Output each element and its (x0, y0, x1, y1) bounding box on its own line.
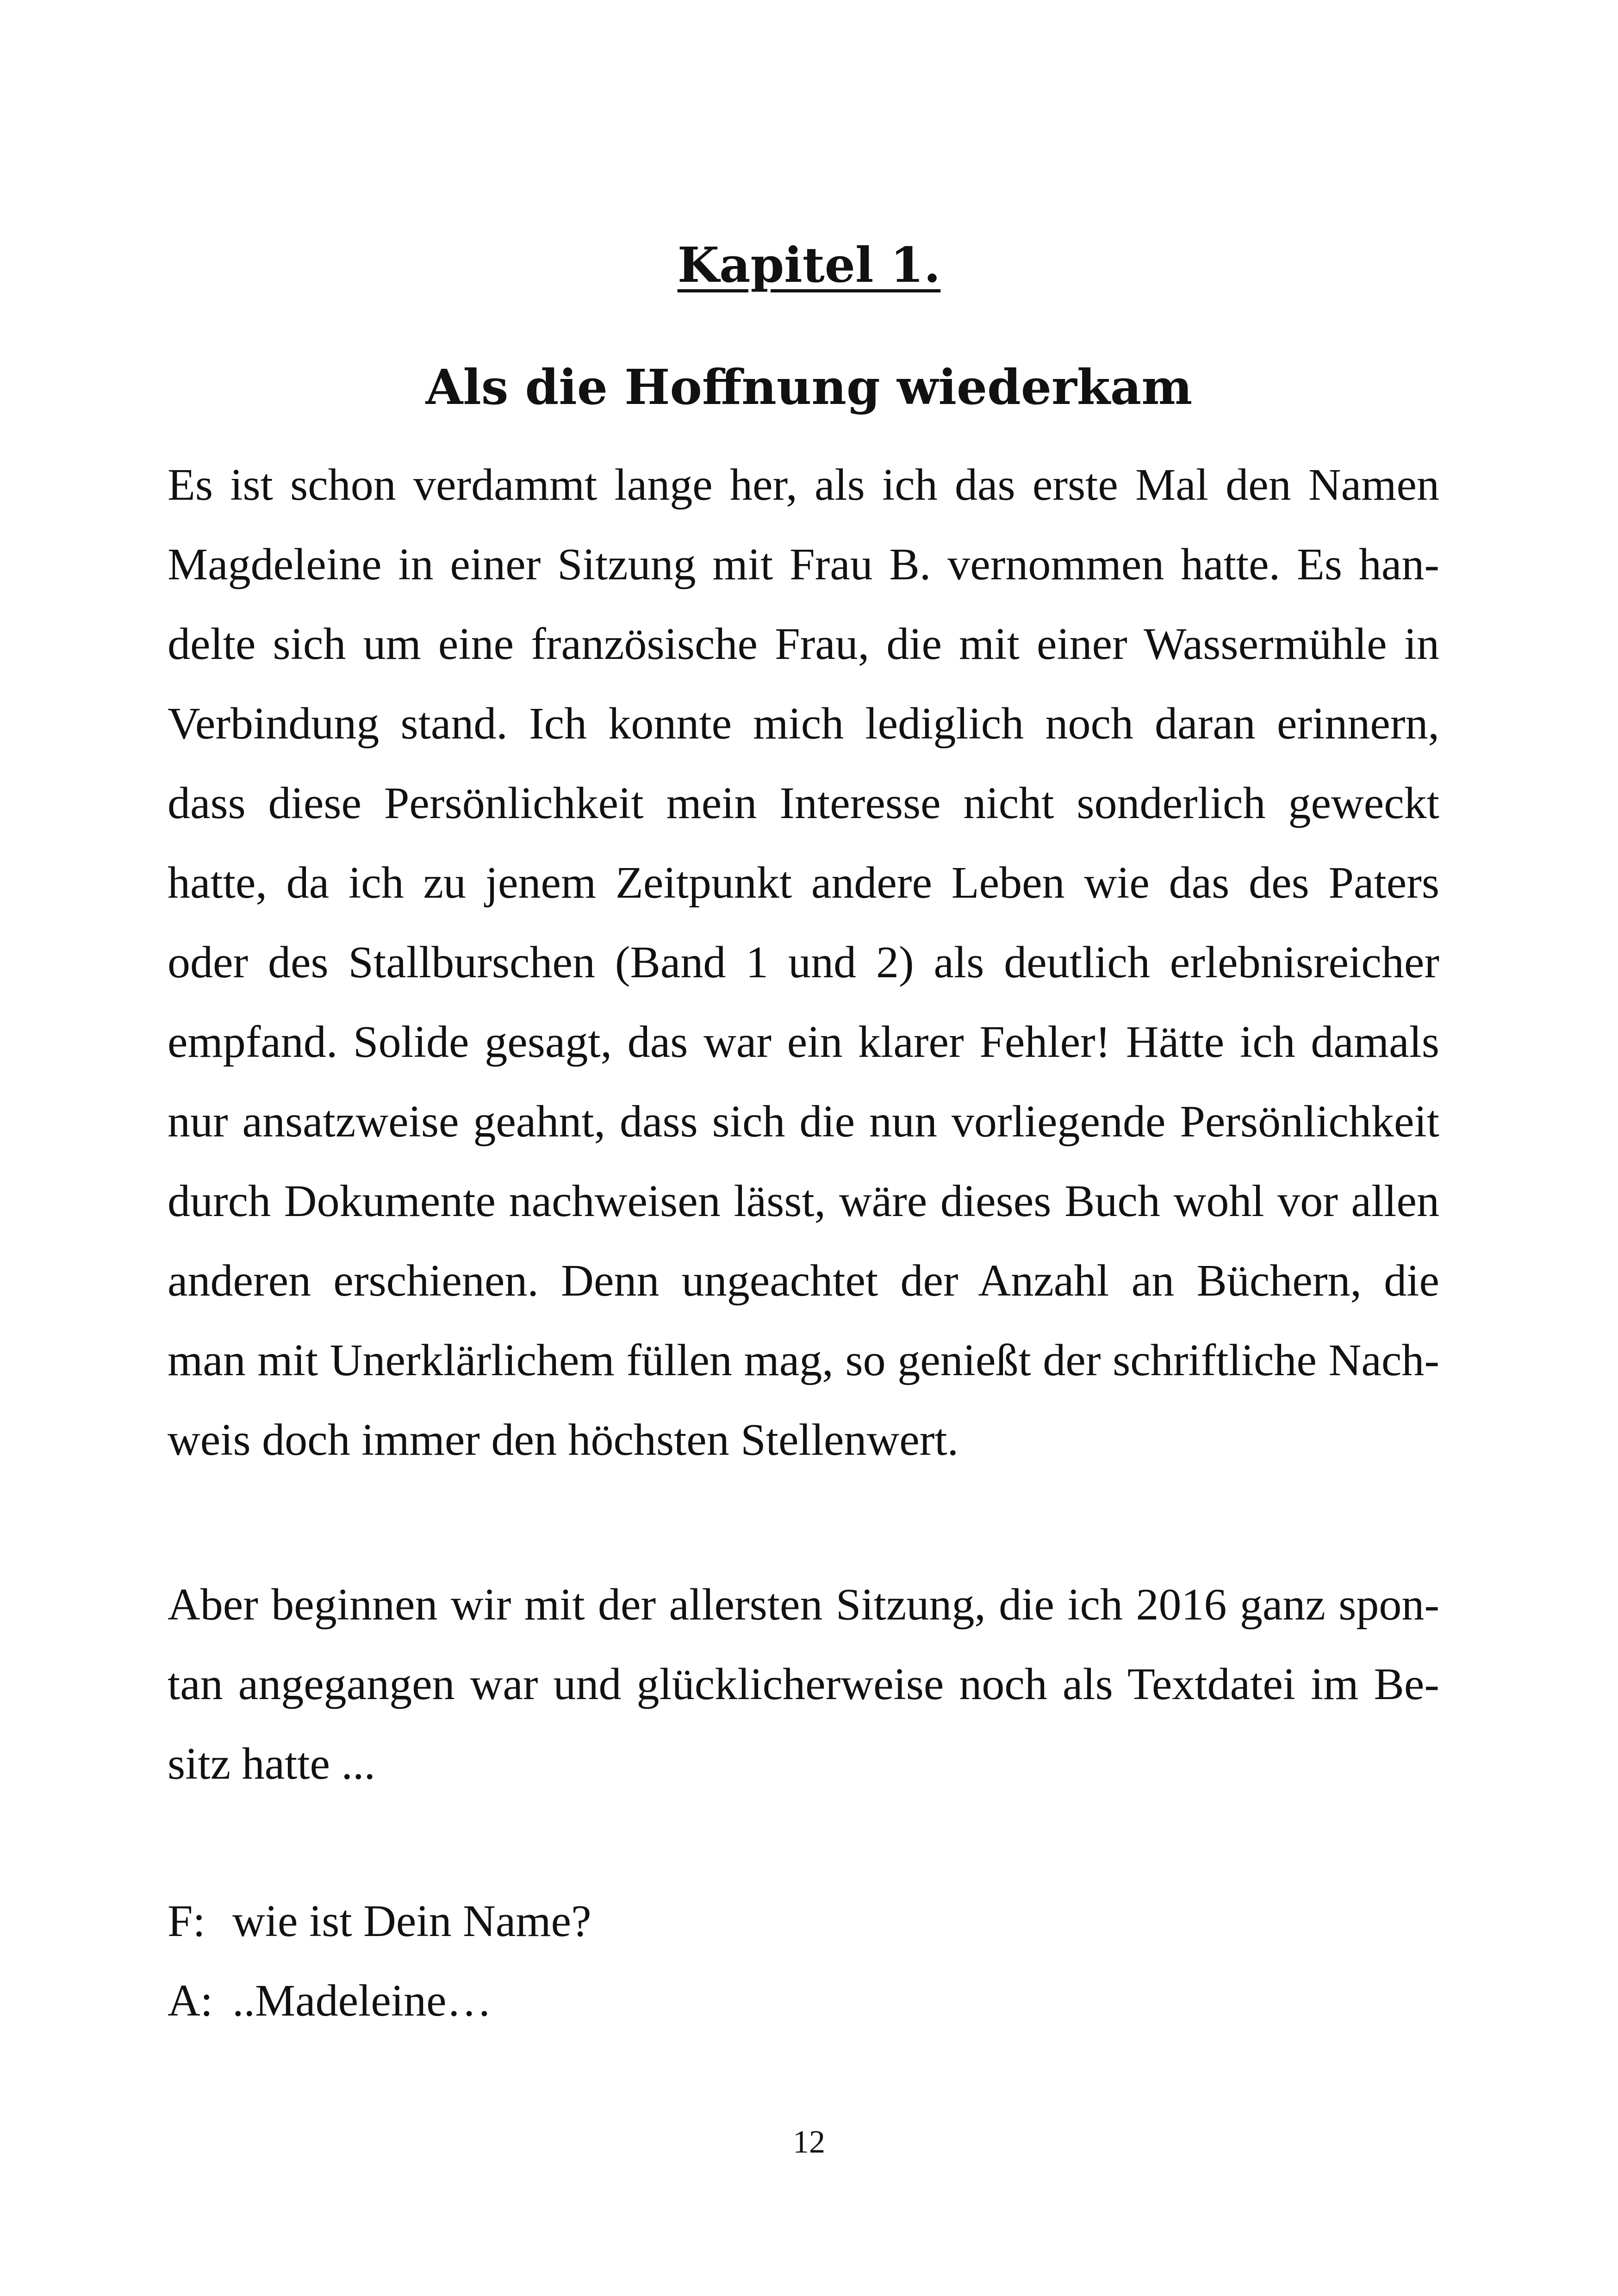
dialogue-speaker: F: (168, 1896, 205, 1946)
text-line: durch Dokumente nachweisen lässt, wäre dieses Buch wohl vor allen (168, 1176, 1439, 1226)
text-line: Verbindung stand. Ich konnte mich lediglich noch daran erinnern, (168, 699, 1439, 749)
text-line: tan angegangen war und glücklicherweise noch als Textdatei im Be- (168, 1659, 1439, 1709)
body-paragraph-1 (168, 445, 1439, 1480)
dialogue-speaker: A: (168, 1976, 213, 2026)
text-line: Magdeleine in einer Sitzung mit Frau B. vernommen hatte. Es han- (168, 540, 1439, 590)
dialogue-text: ..Madeleine… (232, 1976, 492, 2026)
text-line: Es ist schon verdammt lange her, als ich das erste Mal den Namen (168, 460, 1439, 510)
text-line: sitz hatte ... (168, 1739, 376, 1789)
dialogue-line (168, 1961, 1439, 2041)
dialogue-text: wie ist Dein Name? (232, 1896, 591, 1946)
body-paragraph-2 (168, 1565, 1439, 1804)
text-line: nur ansatzweise geahnt, dass sich die nun vorliegende Persönlichkeit (168, 1097, 1439, 1147)
text-line: anderen erschienen. Denn ungeachtet der Anzahl an Büchern, die (168, 1256, 1439, 1306)
text-line: hatte, da ich zu jenem Zeitpunkt andere Leben wie das des Paters (168, 858, 1439, 908)
page-number: 12 (793, 2124, 825, 2160)
text-line: dass diese Persönlichkeit mein Interesse nicht sonderlich geweckt (168, 778, 1439, 828)
chapter-number-text: Kapitel 1. (677, 236, 941, 293)
dialogue-answer (168, 1961, 1439, 2041)
text-line: man mit Unerklärlichem füllen mag, so genießt der schriftliche Nach- (168, 1335, 1439, 1385)
dialogue-line (168, 1881, 1439, 1961)
text-line: weis doch immer den höchsten Stellenwert. (168, 1415, 959, 1465)
text-line: Aber beginnen wir mit der allersten Sitzung, die ich 2016 ganz spon- (168, 1580, 1439, 1630)
text-line: delte sich um eine französische Frau, die mit einer Wassermühle in (168, 619, 1439, 669)
chapter-title: Als die Hoffnung wiederkam (425, 359, 1193, 416)
text-line: empfand. Solide gesagt, das war ein klarer Fehler! Hätte ich damals (168, 1017, 1439, 1067)
chapter-number (0, 230, 1618, 300)
text-line: oder des Stallburschen (Band 1 und 2) als deutlich erlebnisreicher (168, 937, 1439, 987)
dialogue-question (168, 1881, 1439, 1961)
